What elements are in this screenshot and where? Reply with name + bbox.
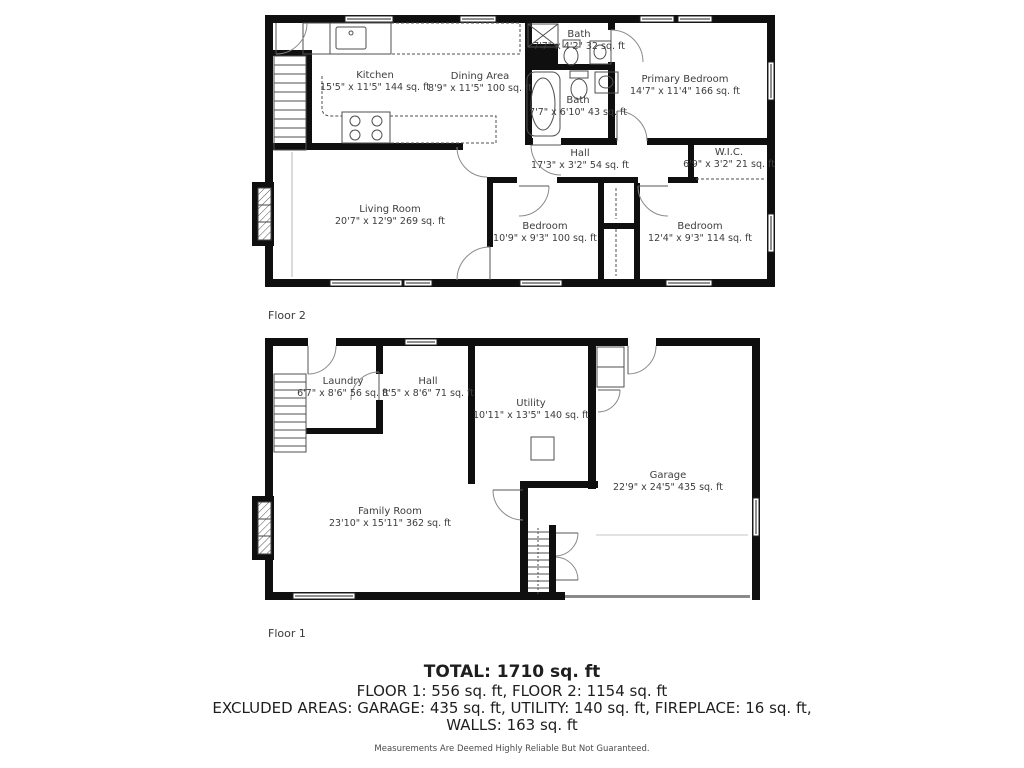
summary-walls: WALLS: 163 sq. ft [446,716,578,734]
floor1-tag: Floor 1 [268,627,306,640]
room-label-bedroom-2: Bedroom 12'4" x 9'3" 114 sq. ft [648,221,752,244]
room-label-bath-1: Bath 7'7" x 4'2" 32 sq. ft [533,29,625,52]
summary-disclaimer: Measurements Are Deemed Highly Reliable But Not Guaranteed. [374,744,650,754]
room-label-living-room: Living Room 20'7" x 12'9" 269 sq. ft [335,204,445,227]
summary-floors: FLOOR 1: 556 sq. ft, FLOOR 2: 1154 sq. ft [356,682,668,700]
garage-door [565,535,750,598]
room-label-hall-floor2: Hall 17'3" x 3'2" 54 sq. ft [531,148,629,171]
room-label-bedroom-1: Bedroom 10'9" x 9'3" 100 sq. ft [493,221,597,244]
room-label-family-room: Family Room 23'10" x 15'11" 362 sq. ft [328,506,452,529]
room-label-bath-2: Bath 7'7" x 6'10" 43 sq. ft [529,95,627,118]
floor2-tag: Floor 2 [268,309,306,322]
summary-excluded: EXCLUDED AREAS: GARAGE: 435 sq. ft, UTILITY: 140 sq. ft, FIREPLACE: 16 sq. ft, [212,699,812,717]
room-label-kitchen: Kitchen 15'5" x 11'5" 144 sq. ft [320,70,430,93]
area-summary [0,661,1024,754]
room-label-dining-area: Dining Area 8'9" x 11'5" 100 sq. ft [428,71,532,94]
room-label-wic: W.I.C. 6'9" x 3'2" 21 sq. ft [683,147,775,170]
room-label-garage: Garage 22'9" x 24'5" 435 sq. ft [613,470,723,493]
room-label-primary-bedroom: Primary Bedroom 14'7" x 11'4" 166 sq. ft [630,74,740,97]
summary-total: TOTAL: 1710 sq. ft [423,662,601,682]
room-label-laundry: Laundry 6'7" x 8'6" 56 sq. ft [297,376,389,399]
room-label-utility: Utility 10'11" x 13'5" 140 sq. ft [472,398,590,421]
room-label-hall-floor1: Hall 8'5" x 8'6" 71 sq. ft [382,376,474,399]
